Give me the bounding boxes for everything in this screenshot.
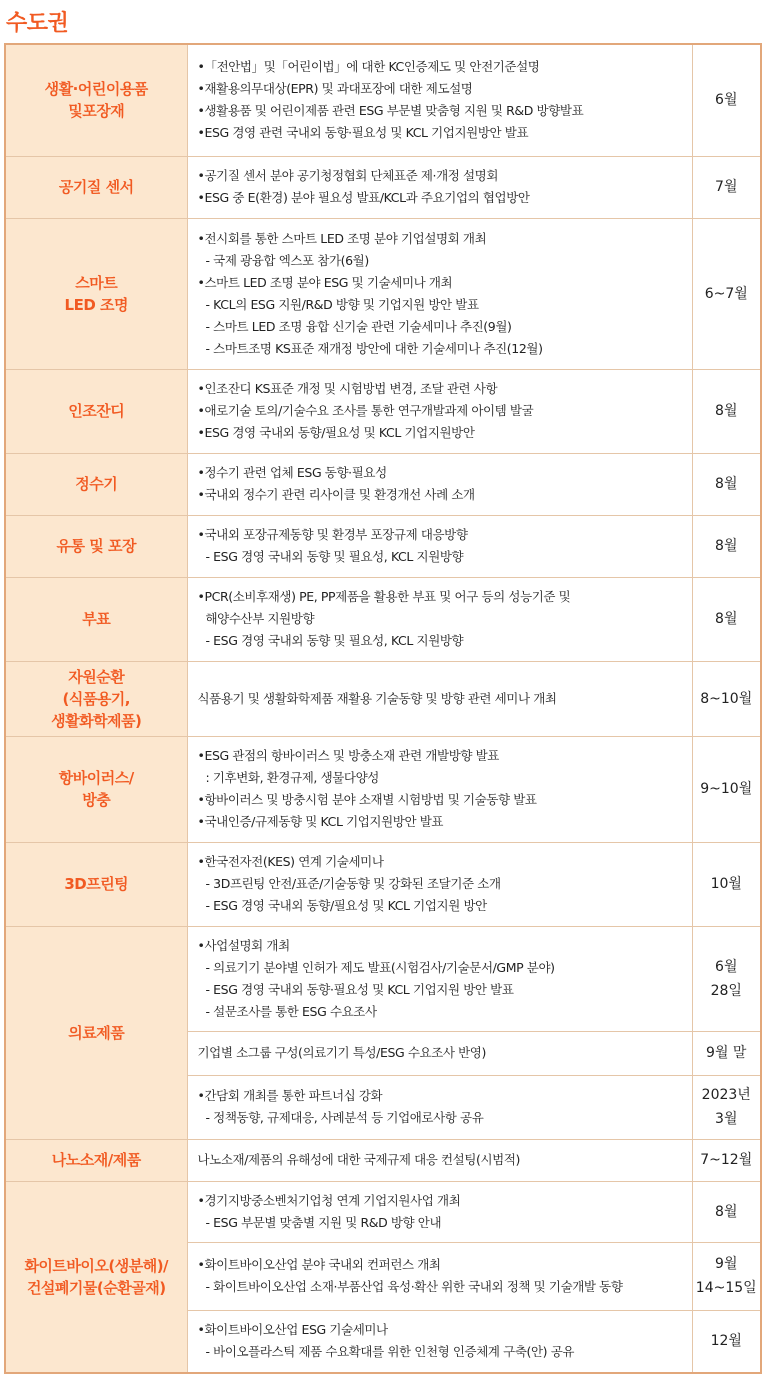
program-table-wrap [4,43,760,1374]
schedule-text: 8월 [715,1203,738,1220]
table-row [5,1181,761,1242]
schedule-cell [692,926,761,1031]
schedule-text: 14~15일 [695,1280,757,1296]
category-label: 스마트 [75,273,118,292]
description-line: •국내외 정수기 관련 리사이클 및 환경개선 사례 소개 [197,487,475,502]
schedule-text: 9월 말 [706,1045,747,1061]
schedule-cell [692,1031,761,1075]
description-line: •국내인증/규제동향 및 KCL 기업지원방안 발표 [197,814,444,829]
description-cell [187,926,692,1031]
schedule-cell [692,1310,761,1373]
description-cell [187,369,692,453]
table-row [5,156,761,218]
category-cell [5,926,187,1139]
schedule-cell [692,577,761,661]
description-line: •ESG 경영 관련 국내외 동향·필요성 및 KCL 기업지원방안 발표 [197,125,529,141]
description-line: 식품용기 및 생활화학제품 재활용 기술동향 및 방향 관련 세미나 개최 [197,690,557,706]
description-line: •인조잔디 KS표준 개정 및 시험방법 변경, 조달 관련 사항 [197,381,498,396]
schedule-cell [692,1075,761,1139]
description-line: •국내외 포장규제동향 및 환경부 포장규제 대응방향 [197,527,468,542]
description-cell [187,453,692,515]
description-line: - 스마트조명 KS표준 재개정 방안에 대한 기술세미나 추진(12월) [205,340,543,356]
schedule-cell [692,1181,761,1242]
description-line: •항바이러스 및 방충시험 분야 소재별 시험방법 및 기술동향 발표 [197,792,537,807]
description-line: - 국제 광융합 엑스포 참가(6월) [205,252,369,268]
schedule-cell [692,156,761,218]
description-line: •ESG 중 E(환경) 분야 필요성 발표/KCL과 주요기업의 협업방안 [197,190,530,205]
schedule-cell [692,736,761,842]
description-cell [187,1139,692,1181]
description-line: - ESG 경영 국내외 동향 및 필요성, KCL 지원방향 [205,633,464,648]
description-line: - 의료기기 분야별 인허가 제도 발표(시험검사/기술문서/GMP 분야) [205,959,555,975]
schedule-text: 10월 [710,876,742,892]
schedule-text: 2023년 [701,1087,751,1103]
category-label: 유통 및 포장 [56,537,136,555]
schedule-text: 7~12월 [700,1152,753,1168]
schedule-cell [692,842,761,926]
table-row [5,577,761,661]
category-cell [5,842,187,926]
description-line: - KCL의 ESG 지원/R&D 방향 및 기업지원 방안 발표 [205,296,479,312]
description-line: 해양수산부 지원방향 [205,611,315,626]
schedule-text: 8월 [715,611,738,627]
category-label: 화이트바이오(생분해)/ [24,1256,169,1275]
schedule-text: 7월 [715,179,738,195]
schedule-text: 6월 [715,92,738,109]
schedule-cell [692,1242,761,1310]
category-cell [5,1139,187,1181]
schedule-cell [692,44,761,156]
description-line: •사업설명회 개최 [197,937,290,953]
schedule-cell [692,369,761,453]
category-label: 방충 [82,791,111,809]
description-line: •스마트 LED 조명 분야 ESG 및 기술세미나 개최 [197,274,453,290]
table-row [5,842,761,926]
description-line: - 스마트 LED 조명 융합 신기술 관련 기술세미나 추진(9월) [205,318,512,334]
table-row [5,1139,761,1181]
description-cell [187,1242,692,1310]
schedule-cell [692,661,761,736]
description-line: •ESG 경영 국내외 동향/필요성 및 KCL 기업지원방안 [197,425,475,440]
category-label: 의료제품 [68,1023,125,1042]
category-label: 부표 [82,610,111,628]
description-cell [187,515,692,577]
category-label: 공기질 센서 [58,178,134,196]
description-line: •전시회를 통한 스마트 LED 조명 분야 기업설명회 개최 [197,230,487,246]
table-row [5,926,761,1031]
schedule-text: 9월 [715,1256,738,1272]
description-cell [187,156,692,218]
description-line: - 3D프린팅 안전/표준/기술동향 및 강화된 조달기준 소개 [205,876,501,891]
schedule-cell [692,515,761,577]
description-cell [187,1181,692,1242]
schedule-text: 28일 [710,982,742,999]
description-cell [187,1075,692,1139]
category-cell [5,369,187,453]
description-cell [187,1031,692,1075]
table-row [5,515,761,577]
description-line: •PCR(소비후재생) PE, PP제품을 활용한 부표 및 어구 등의 성능기준 및 [197,589,571,604]
description-line: •「전안법」및「어린이법」에 대한 KC인증제도 및 안전기준설명 [197,59,540,75]
category-label: 3D프린팅 [64,875,129,893]
schedule-text: 8월 [715,476,738,492]
schedule-text: 8월 [715,403,738,419]
category-cell [5,44,187,156]
description-line: •ESG 관점의 항바이러스 및 방충소재 관련 개발방향 발표 [197,748,499,763]
program-table [4,43,762,1374]
category-label: LED 조명 [64,295,128,314]
table-row [5,44,761,156]
description-line: •간담회 개최를 통한 파트너십 강화 [197,1088,383,1103]
description-line: : 기후변화, 환경규제, 생물다양성 [205,770,379,785]
schedule-text: 12월 [710,1333,742,1350]
schedule-text: 9~10월 [700,781,753,797]
description-line: •공기질 센서 분야 공기청정협회 단체표준 제·개정 설명회 [197,168,499,183]
category-cell [5,156,187,218]
description-line: 기업별 소그룹 구성(의료기기 특성/ESG 수요조사 반영) [197,1045,486,1060]
description-cell [187,842,692,926]
description-cell [187,218,692,369]
region-title: 수도권 [6,11,69,36]
category-label: (식품용기, [62,689,130,708]
category-cell [5,1181,187,1373]
table-row [5,218,761,369]
description-cell [187,1310,692,1373]
table-row [5,369,761,453]
description-line: - 화이트바이오산업 소재·부품산업 육성·확산 위한 국내외 정책 및 기술개발 동향 [205,1279,623,1294]
schedule-text: 8월 [715,538,738,554]
description-line: - ESG 부문별 맞춤별 지원 및 R&D 방향 안내 [205,1214,442,1230]
schedule-cell [692,1139,761,1181]
description-cell [187,577,692,661]
schedule-cell [692,218,761,369]
category-label: 건설폐기물(순환골재) [26,1278,166,1297]
category-label: 인조잔디 [68,402,125,420]
description-line: •재활용의무대상(EPR) 및 과대포장에 대한 제도설명 [197,81,473,97]
schedule-text: 8~10월 [700,690,753,707]
description-line: 나노소재/제품의 유해성에 대한 국제규제 대응 컨설팅(시범적) [197,1152,521,1167]
schedule-cell [692,453,761,515]
category-cell [5,577,187,661]
category-cell [5,515,187,577]
description-line: - 설문조사를 통한 ESG 수요조사 [205,1003,377,1019]
category-cell [5,661,187,736]
category-cell [5,736,187,842]
table-row [5,736,761,842]
description-line: - ESG 경영 국내외 동향 및 필요성, KCL 지원방향 [205,549,464,564]
category-label: 나노소재/제품 [51,1151,141,1169]
description-line: •정수기 관련 업체 ESG 동향·필요성 [197,465,387,480]
description-cell [187,661,692,736]
category-label: 자원순환 [68,667,125,686]
description-cell [187,736,692,842]
description-line: - 바이오플라스틱 제품 수요확대를 위한 인천형 인증체계 구축(안) 공유 [205,1344,575,1360]
description-line: •생활용품 및 어린이제품 관련 ESG 부문별 맞춤형 지원 및 R&D 방향발표 [197,103,584,119]
description-line: - 정책동향, 규제대응, 사례분석 등 기업애로사항 공유 [205,1110,484,1125]
program-table-body [5,44,761,1373]
table-row [5,453,761,515]
category-label: 정수기 [75,475,118,493]
description-line: •한국전자전(KES) 연계 기술세미나 [197,854,384,869]
description-line: - ESG 경영 국내외 동향·필요성 및 KCL 기업지원 방안 발표 [205,981,514,997]
description-cell [187,44,692,156]
description-line: •경기지방중소벤처기업청 연계 기업지원사업 개최 [197,1192,461,1208]
category-label: 및포장재 [68,102,125,121]
schedule-text: 3월 [715,1111,738,1127]
description-line: •화이트바이오산업 분야 국내외 컨퍼런스 개최 [197,1257,441,1272]
description-line: - ESG 경영 국내외 동향/필요성 및 KCL 기업지원 방안 [205,898,487,913]
category-label: 생활화학제품) [51,711,142,730]
category-cell [5,453,187,515]
description-line: •애로기술 토의/기술수요 조사를 통한 연구개발과제 아이템 발굴 [197,403,534,418]
description-line: •화이트바이오산업 ESG 기술세미나 [197,1322,388,1338]
table-row [5,661,761,736]
category-cell [5,218,187,369]
category-label: 항바이러스/ [58,769,134,787]
schedule-text: 6~7월 [704,285,748,302]
schedule-text: 6월 [715,958,738,975]
category-label: 생활·어린이용품 [44,80,148,99]
